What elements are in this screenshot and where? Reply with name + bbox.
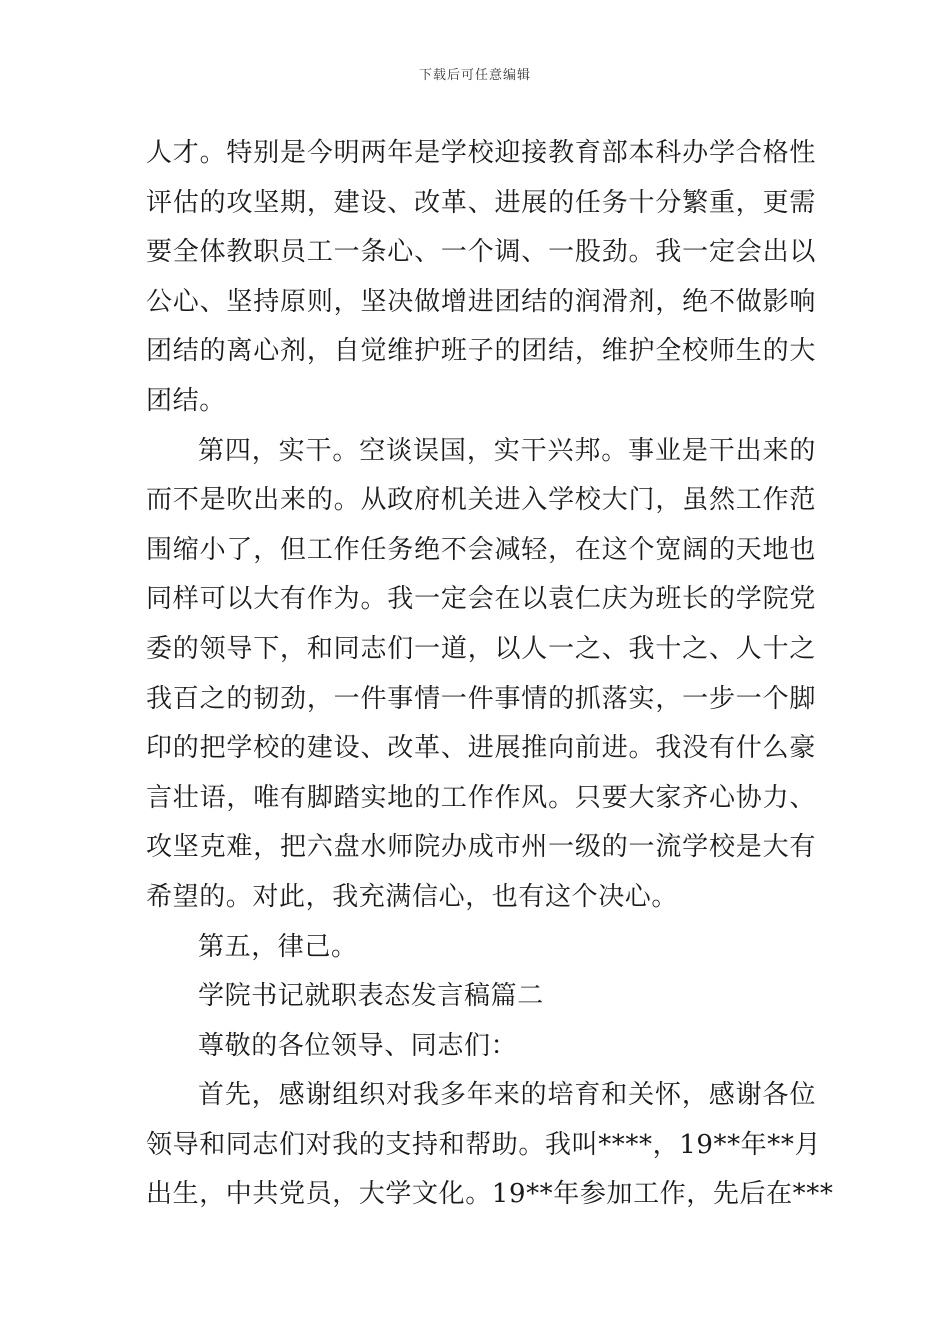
text-line: 同样可以大有作为。我一定会在以袁仁庆为班长的学院党 [146,584,816,615]
text-line: 委的领导下，和同志们一道，以人一之、我十之、人十之 [146,633,816,664]
text-line: 公心、坚持原则，坚决做增进团结的润滑剂，绝不做影响 [146,286,816,317]
document-body [146,129,834,1220]
text-line: 领导和同志们对我的支持和帮助。我叫****，19**年**月 [146,1129,822,1160]
text-line: 尊敬的各位领导、同志们： [198,1030,518,1061]
text-line: 人才。特别是今明两年是学校迎接教育部本科办学合格性 [146,138,816,168]
text-line: 希望的。对此，我充满信心，也有这个决心。 [146,881,679,912]
text-line: 围缩小了，但工作任务绝不会减轻，在这个宽阔的天地也 [146,534,816,565]
text-line: 我百之的韧劲，一件事情一件事情的抓落实，一步一个脚 [146,683,816,714]
text-line: 团结的离心剂，自觉维护班子的团结，维护全校师生的大 [146,336,816,367]
text-line: 要全体教职员工一条心、一个调、一股劲。我一定会出以 [146,237,816,268]
text-line: 首先，感谢组织对我多年来的培育和关怀，感谢各位 [198,1080,816,1111]
text-line: 印的把学校的建设、改革、进展推向前进。我没有什么豪 [146,733,816,764]
text-line: 第五，律己。 [198,931,358,962]
text-line: 评估的攻坚期，建设、改革、进展的任务十分繁重，更需 [146,187,816,218]
page-header: 下载后可任意编辑 [418,68,531,83]
text-line: 学院书记就职表态发言稿篇二 [198,981,544,1012]
text-line: 出生，中共党员，大学文化。19**年参加工作，先后在*** [146,1179,834,1210]
text-line: 而不是吹出来的。从政府机关进入学校大门，虽然工作范 [146,485,816,516]
text-line: 言壮语，唯有脚踏实地的工作作风。只要大家齐心协力、 [146,782,816,813]
text-line: 团结。 [146,385,226,416]
text-line: 攻坚克难，把六盘水师院办成市州一级的一流学校是大有 [146,832,816,863]
text-line: 第四，实干。空谈误国，实干兴邦。事业是干出来的 [198,435,816,466]
